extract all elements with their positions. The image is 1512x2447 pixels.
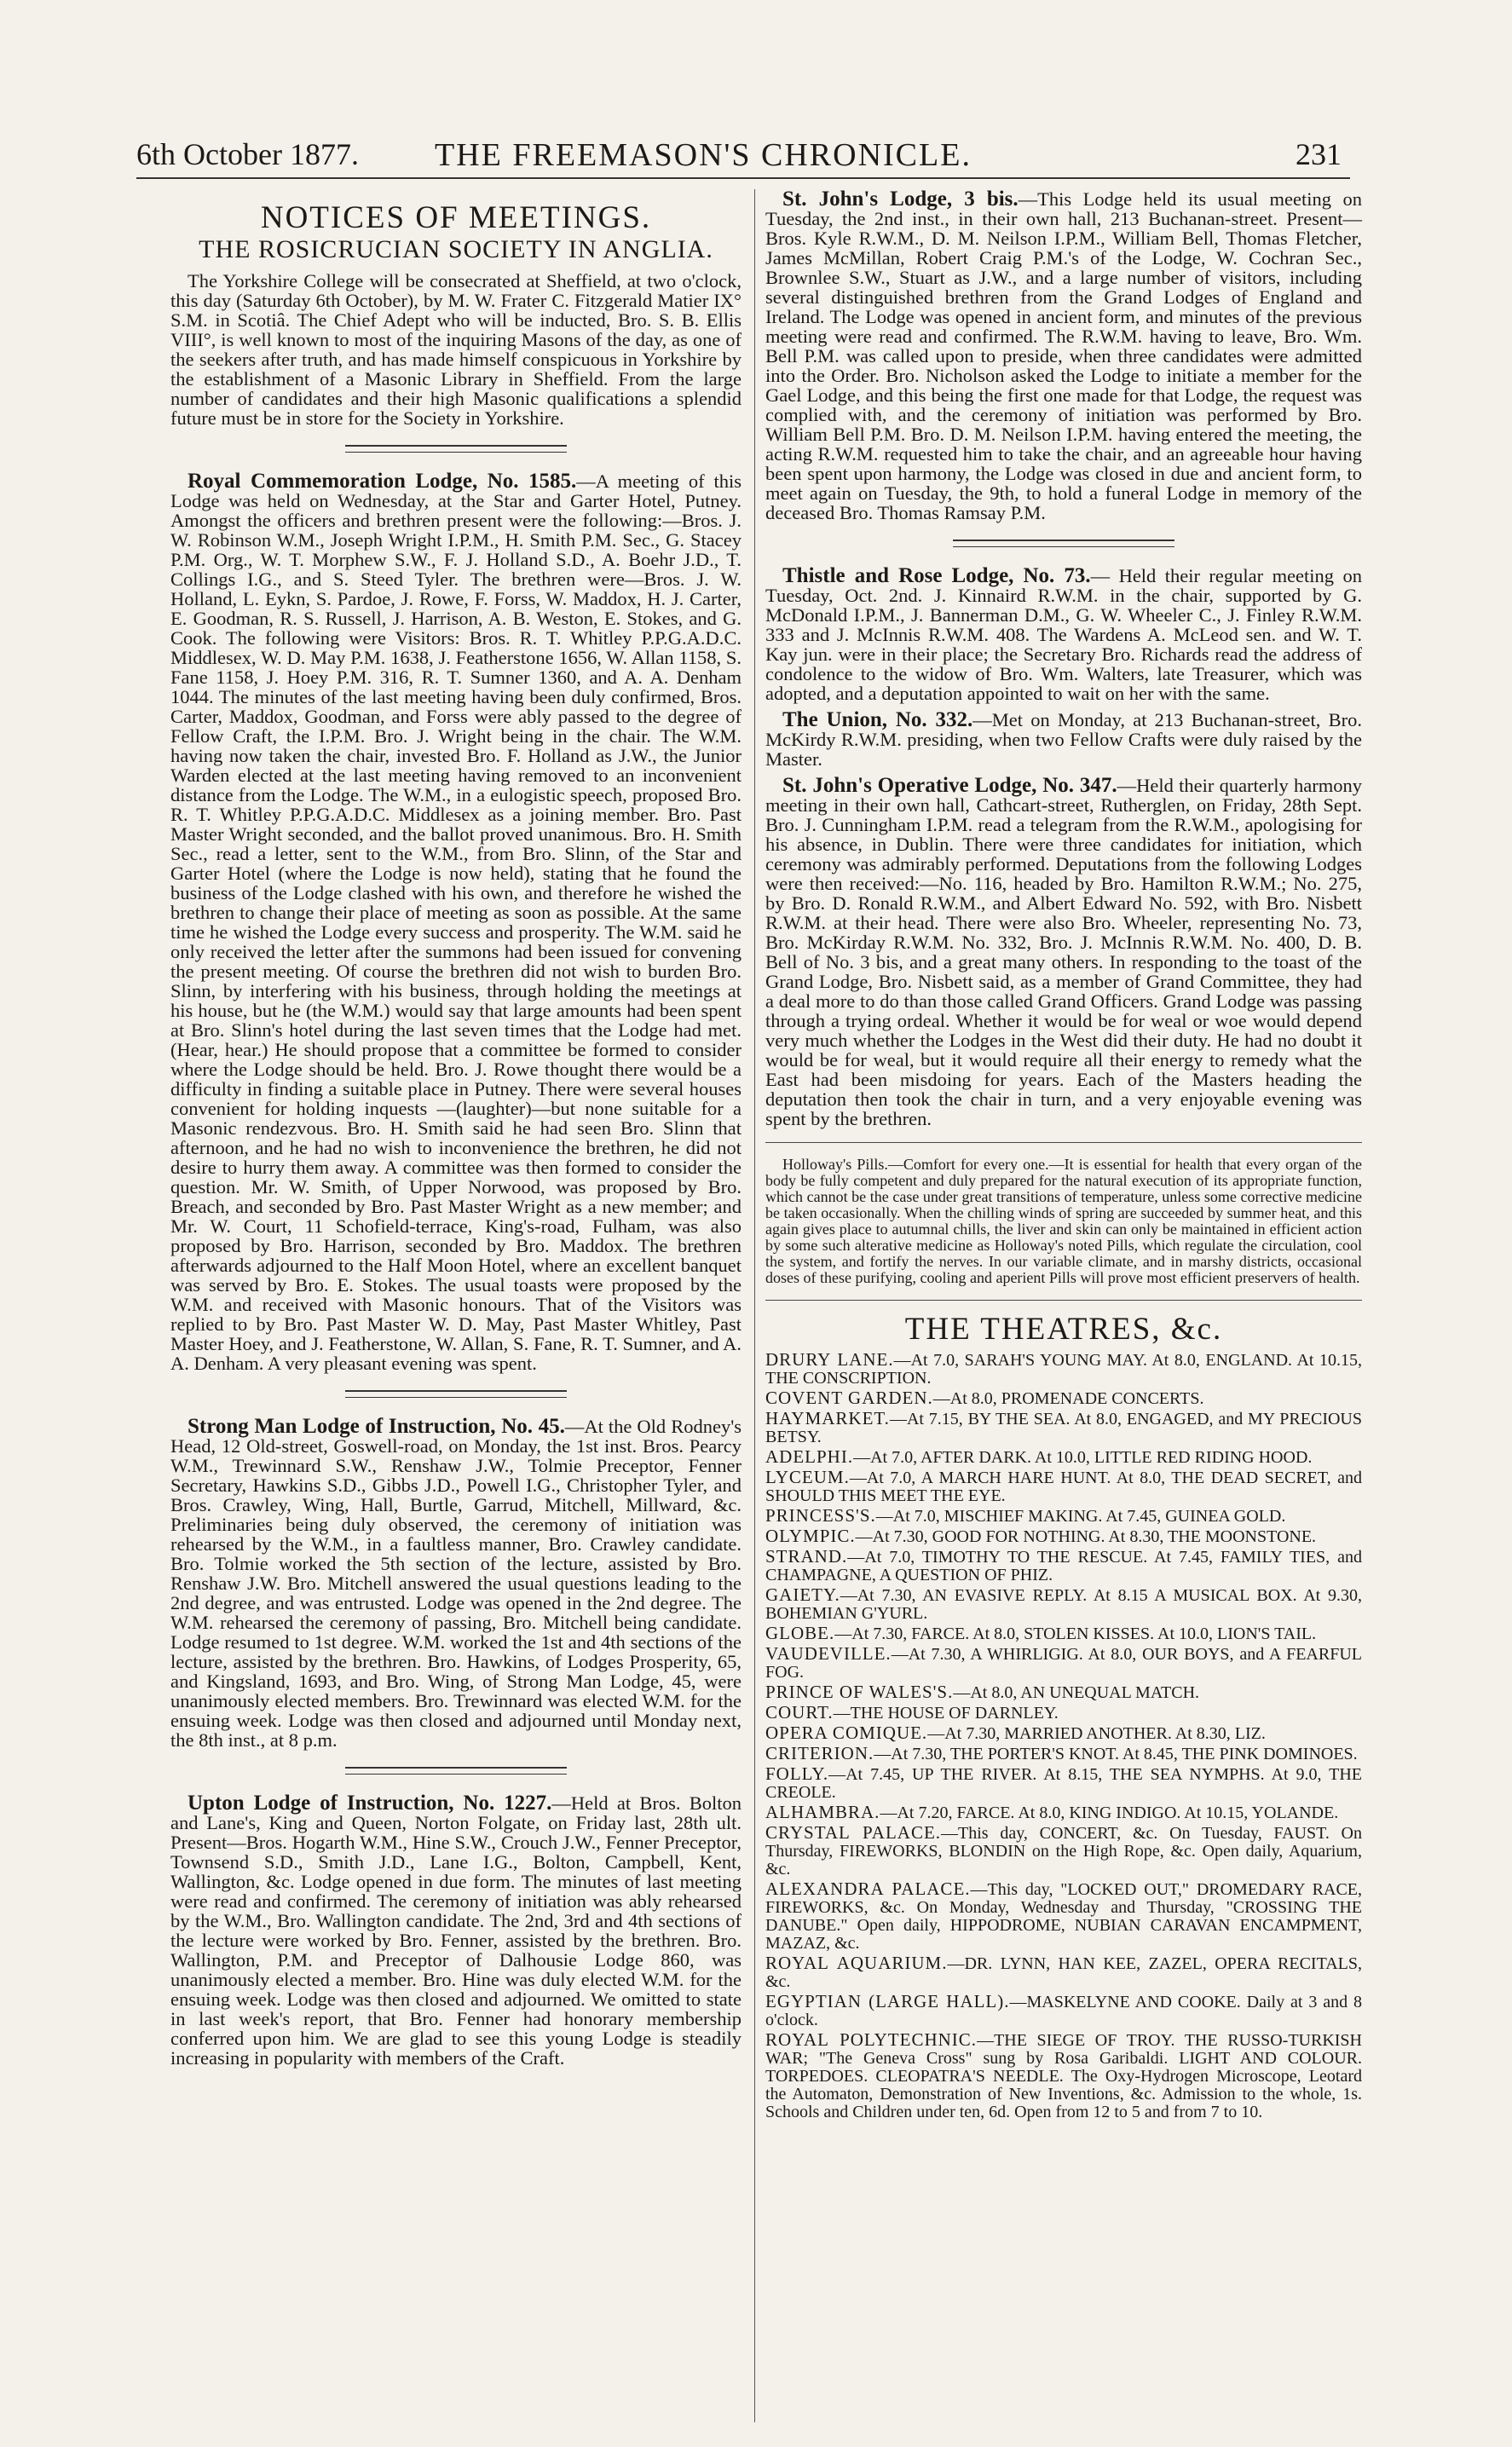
article-heading: The Union, No. 332.: [782, 708, 973, 731]
newspaper-title: THE FREEMASON'S CHRONICLE.: [435, 137, 972, 173]
theatre-name: PRINCE OF WALES'S.: [765, 1682, 954, 1702]
article-heading: Strong Man Lodge of Instruction, No. 45.: [188, 1415, 565, 1438]
theatre-listing: [765, 1586, 1362, 1623]
theatre-programme: —At 7.0, SARAH'S YOUNG MAY. At 8.0, ENGLAND. At 10.15, THE CONSCRIPTION.: [765, 1351, 1362, 1388]
article-body: —Met on Monday, at 213 Buchanan-street, Bro. McKirdy R.W.M. presiding, when two Fellow Crafts were duly raised by the Master.: [765, 709, 1362, 770]
theatre-name: VAUDEVILLE.: [765, 1643, 892, 1664]
theatre-listing: [765, 1765, 1362, 1802]
theatre-programme: —THE SIEGE OF TROY. THE RUSSO-TURKISH WAR; "The Geneva Cross" sung by Rosa Garibaldi. LIGHT AND COLOUR. TORPEDOES. CLEOPATRA'S NEEDLE. The Oxy-Hydrogen Microscope, Leotard the Automaton, Demonstration of New Inventions, &c. Admission to the whole, 1s. Schools and Children under ten, 6d. Open from 12 to 5 and from 7 to 10.: [765, 2031, 1362, 2121]
theatre-name: OLYMPIC.: [765, 1526, 856, 1546]
theatre-programme: —At 7.0, TIMOTHY TO THE RESCUE. At 7.45, FAMILY TIES, and CHAMPAGNE, A QUESTION OF PHIZ.: [765, 1548, 1362, 1584]
theatre-listing: [765, 1824, 1362, 1879]
theatre-listing: [765, 1804, 1362, 1822]
operative-article: [765, 776, 1362, 1128]
union-article: [765, 710, 1362, 769]
theatre-listing: [765, 1351, 1362, 1388]
theatre-name: CRITERION.: [765, 1743, 874, 1763]
theatre-name: OPERA COMIQUE.: [765, 1723, 928, 1743]
theatre-name: EGYPTIAN (LARGE HALL).: [765, 1991, 1010, 2011]
separator: [345, 445, 567, 453]
theatre-programme: —At 7.30, FARCE. At 8.0, STOLEN KISSES. At 10.0, LION'S TAIL.: [834, 1625, 1317, 1643]
theatre-name: GLOBE.: [765, 1623, 835, 1643]
theatre-name: STRAND.: [765, 1546, 848, 1567]
theatre-programme: —THE HOUSE OF DARNLEY.: [833, 1704, 1059, 1723]
theatre-listing: [765, 1880, 1362, 1953]
theatre-listing: [765, 1469, 1362, 1505]
theatre-listing: [765, 1954, 1362, 1991]
article-heading: Upton Lodge of Instruction, No. 1227.: [188, 1792, 552, 1815]
issue-date: 6th October 1877.: [136, 137, 359, 171]
theatre-programme: —At 7.30, GOOD FOR NOTHING. At 8.30, THE MOONSTONE.: [855, 1527, 1317, 1546]
thistle-rose-article: [765, 566, 1362, 703]
theatre-programme: —At 7.30, MARRIED ANOTHER. At 8.30, LIZ.: [927, 1724, 1266, 1743]
theatre-name: LYCEUM.: [765, 1467, 850, 1487]
theatre-listing: [765, 1625, 1362, 1643]
theatre-programme: —At 7.0, A MARCH HARE HUNT. At 8.0, THE DEAD SECRET, and SHOULD THIS MEET THE EYE.: [765, 1469, 1362, 1505]
theatre-listing: [765, 1683, 1362, 1702]
royal-commemoration-article: [170, 471, 742, 1373]
theatre-programme: —At 7.30, THE PORTER'S KNOT. At 8.45, THE PINK DOMINOES.: [874, 1745, 1358, 1763]
theatre-list: [765, 1351, 1362, 2121]
article-heading: St. John's Lodge, 3 bis.: [782, 188, 1019, 211]
theatre-programme: —DR. LYNN, HAN KEE, ZAZEL, OPERA RECITALS, &c.: [765, 1954, 1362, 1991]
theatre-name: FOLLY.: [765, 1763, 829, 1784]
theatre-listing: [765, 1507, 1362, 1526]
article-heading: Royal Commemoration Lodge, No. 1585.: [188, 470, 577, 493]
theatre-programme: —At 7.20, FARCE. At 8.0, KING INDIGO. At 10.15, YOLANDE.: [880, 1804, 1339, 1822]
theatre-programme: —At 7.0, AFTER DARK. At 10.0, LITTLE RED RIDING HOOD.: [853, 1448, 1313, 1467]
theatre-programme: —MASKELYNE AND COOKE. Daily at 3 and 8 o'clock.: [765, 1993, 1362, 2029]
theatre-programme: —At 7.15, BY THE SEA. At 8.0, ENGAGED, and MY PRECIOUS BETSY.: [765, 1410, 1362, 1446]
theatre-programme: —At 8.0, AN UNEQUAL MATCH.: [953, 1683, 1200, 1702]
theatre-programme: —At 7.45, UP THE RIVER. At 8.15, THE SEA NYMPHS. At 9.0, THE CREOLE.: [765, 1765, 1362, 1802]
st-johns-article: [765, 189, 1362, 522]
strong-man-article: [170, 1417, 742, 1750]
theatre-listing: [765, 1724, 1362, 1743]
theatre-name: ROYAL POLYTECHNIC.: [765, 2029, 978, 2050]
theatre-name: ALHAMBRA.: [765, 1802, 880, 1822]
theatre-programme: —At 8.0, PROMENADE CONCERTS.: [932, 1389, 1204, 1408]
article-body: —A meeting of this Lodge was held on Wednesday, at the Star and Garter Hotel, Putney. Amongst the officers and brethren present were the following:—Bros. J. W. Robinson W.M., Joseph Wright I.P.M., H. Smith P.M. Sec., G. Stacey P.M. Org., W. T. Morphew S.W., F. J. Holland S.D., A. Boehr J.D., T. Collings I.G., and S. Steed Tyler. The brethren were—Bros. J. W. Holland, L. Eykn, S. Pardoe, J. Rowe, F. Forss, W. Maddox, H. J. Carter, E. Goodman, R. S. Russell, J. Harrison, A. B. Weston, E. Stokes, and G. Cook. The following were Visitors: Bros. R. T. Whitley P.P.G.A.D.C. Middlesex, W. D. May P.M. 1638, J. Featherstone 1656, W. Allan 1158, S. Fane 1158, J. Hoey P.M. 316, R. T. Sumner 1360, and A. A. Denham 1044. The minutes of the last meeting having been duly confirmed, Bros. Carter, Maddox, Goodman, and Forss were ably passed to the degree of Fellow Craft, the I.P.M. Bro. J. Wright being in the chair. The W.M. having now taken the chair, invested Bro. F. Holland as J.W., the Junior Warden elected at the last meeting having removed to an inconvenient distance from the Lodge. The W.M., in a eulogistic speech, proposed Bro. R. T. Whitley P.P.G.A.D.C. Middlesex as a joining member. Bro. Past Master Wright seconded, and the ballot proved unanimous. Bro. H. Smith Sec., read a letter, sent to the W.M., from Bro. Slinn, of the Star and Garter Hotel (where the Lodge is now held), stating that he found the business of the Lodge clashed with his own, and therefore he wished the brethren to change their place of meeting as soon as possible. At the same time he wished the Lodge every success and prosperity. The W.M. said he only received the letter after the summons had been issued for convening the present meeting. Of course the brethren did not wish to burden Bro. Slinn, by interfering with his business, through holding the meetings at his house, but he (the W.M.) would say that large amounts had been spent at Bro. Slinn's hotel during the last seven times that the Lodge had met. (Hear, hear.) He should propose that a committee be formed to consider where the Lodge should be held. Bro. J. Rowe thought there would be a difficulty in finding a suitable place in Putney. There were several houses convenient for holding inquests —(laughter)—but none suitable for a Masonic rendezvous. Bro. H. Smith said he had seen Bro. Slinn that afternoon, and he had no wish to inconvenience the brethren, he did not desire to hurry them away. A committee was then formed to consider the question. Mr. W. Smith, of Upper Norwood, was proposed by Bro. Breach, and seconded by Bro. Past Master Wright as a new member; and Mr. W. Court, 11 Schofield-terrace, King's-road, Fulham, was also proposed by Bro. Harrison, seconded by Bro. Maddox. The brethren afterwards adjourned to the Half Moon Hotel, where an excellent banquet was served by Bro. E. Stokes. The usual toasts were proposed by the W.M. and received with Masonic honours. That of the Visitors was replied to by Bro. Past Master W. D. May, Past Master Whitley, Past Master Hoey, and J. Featherstone, W. Allan, S. Fane, R. T. Sumner, and A. A. Denham. A very pleasant evening was spent.: [170, 470, 742, 1374]
separator: [345, 1390, 567, 1398]
separator: [765, 1142, 1362, 1143]
masthead: [136, 136, 1444, 174]
column-divider: [754, 189, 755, 2422]
article-body: —This Lodge held its usual meeting on Tuesday, the 2nd inst., in their own hall, 213 Buchanan-street. Present—Bros. Kyle R.W.M., D. M. Neilson I.P.M., William Bell, Thomas Fletcher, James McMillan, Robert Craig P.M.'s of the Lodge, W. Cochran Sec., Brownlee S.W., Stuart as J.W., and a large number of visitors, including several distinguished brethren from the Grand Lodges of England and Ireland. The Lodge was opened in ancient form, and minutes of the previous meeting were read and confirmed. The R.W.M. having to leave, Bro. Wm. Bell P.M. was called upon to preside, when three candidates were admitted into the Order. Bro. Nicholson asked the Lodge to initiate a member for the Gael Lodge, and this being the first one made for that Lodge, the request was complied with, and the ceremony of initiation was performed by Bro. William Bell P.M. Bro. D. M. Neilson I.P.M. having entered the meeting, the acting R.W.M. requested him to take the chair, and an agreeable hour having been spent upon harmony, the Lodge was closed in due and ancient form, to meet again on Tuesday, the 9th, to hold a funeral Lodge in memory of the deceased Bro. Thomas Ramsay P.M.: [765, 188, 1363, 523]
separator: [765, 1300, 1362, 1301]
theatre-listing: [765, 1993, 1362, 2029]
page-number: 231: [1296, 137, 1342, 171]
theatre-listing: [765, 1645, 1362, 1682]
theatre-programme: —This day, "LOCKED OUT," DROMEDARY RACE, FIREWORKS, &c. On Monday, Wednesday and Thursday, "CROSSING THE DANUBE." Open daily, HIPPODROME, NUBIAN CARAVAN ENCAMPMENT, MAZAZ, &c.: [765, 1880, 1363, 1953]
separator: [953, 540, 1174, 547]
theatre-name: GAIETY.: [765, 1584, 840, 1605]
theatre-name: HAYMARKET.: [765, 1408, 890, 1428]
theatre-listing: [765, 2031, 1362, 2121]
theatre-listing: [765, 1527, 1362, 1546]
theatre-programme: —At 7.30, A WHIRLIGIG. At 8.0, OUR BOYS, and A FEARFUL FOG.: [765, 1645, 1362, 1682]
theatre-listing: [765, 1704, 1362, 1723]
article-body: — Held their regular meeting on Tuesday, Oct. 2nd. J. Kinnaird R.W.M. in the chair, supported by G. McDonald I.P.M., J. Bannerman D.M., G. W. Wheeler C., J. Finley R.W.M. 333 and J. McInnis R.W.M. 408. The Wardens A. McLeod sen. and W. T. Kay jun. were in their place; the Secretary Bro. Richards read the address of condolence to the widow of Bro. Wm. Walters, late Treasurer, which was adopted, and a deputation appointed to wait on her with the same.: [765, 565, 1362, 704]
article-body: —Held their quarterly harmony meeting in their own hall, Cathcart-street, Rutherglen, on Friday, 28th Sept. Bro. J. Cunningham I.P.M. read a telegram from the R.W.M., apologising for his absence, in Dublin. There were three candidates for initiation, which ceremony was admirably performed. Deputations from the following Lodges were then received:—No. 116, headed by Bro. Hamilton R.W.M.; No. 275, by Bro. D. Ronald R.W.M., and Albert Edward No. 592, with Bro. Nisbett R.W.M. at their head. There were also Bro. Wheeler, representing No. 73, Bro. McKirday R.W.M. No. 332, Bro. J. McInnis R.W.M. No. 400, D. B. Bell of No. 3 bis, and a great many others. In responding to the toast of the Grand Lodge, Bro. Nisbett said, as a member of Grand Committee, they had a deal more to do than those called Grand Officers. Grand Lodge was passing through a trying ordeal. Whether it would be for weal or woe would depend very much whether the Lodges in the West did their duty. He had no doubt it would be for weal, but it would require all their energy to remedy what the East had been misdoing for years. Each of the Masters heading the deputation then took the chair in turn, and a very enjoyable evening was spent by the brethren.: [765, 775, 1362, 1129]
theatre-listing: [765, 1548, 1362, 1584]
rosicrucian-body: The Yorkshire College will be consecrated at Sheffield, at two o'clock, this day (Saturday 6th October), by M. W. Frater C. Fitzgerald Matier IX° S.M. in Scotiâ. The Chief Adept who will be inducted, Bro. S. B. Ellis VIII°, is well known to most of the inquiring Masons of the day, as one of the seekers after truth, and has made himself conspicuous in Yorkshire by the establishment of a Masonic Library in Sheffield. From the large number of candidates and their high Masonic qualifications a splendid future must be in store for the Society in Yorkshire.: [170, 270, 742, 429]
theatre-programme: —This day, CONCERT, &c. On Tuesday, FAUST. On Thursday, FIREWORKS, BLONDIN on the High Rope, &c. Open daily, Aquarium, &c.: [765, 1824, 1362, 1879]
notices-title: NOTICES OF MEETINGS.: [260, 200, 652, 235]
theatre-name: COURT.: [765, 1702, 834, 1723]
upton-article: [170, 1793, 742, 2068]
masthead-rule: [136, 177, 1350, 179]
article-body: —Held at Bros. Bolton and Lane's, King and Queen, Norton Folgate, on Friday last, 28th ult. Present—Bros. Hogarth W.M., Hine S.W., Crouch J.W., Fenner Preceptor, Townsend S.D., Smith J.D., Lane I.G., Bolton, Campbell, Kent, Wallington, &c. Lodge opened in due form. The minutes of last meeting were read and confirmed. The ceremony of initiation was ably rehearsed by the W.M., Bro. Wallington candidate. The 2nd, 3rd and 4th sections of the lecture were worked by Bro. Fenner, assisted by the brethren. Bro. Wallington, P.M. and Preceptor of Dalhousie Lodge 860, was unanimously elected a member. Bro. Hine was duly elected W.M. for the ensuing week. Lodge was then closed and adjourned. We omitted to state in last week's report, that Bro. Fenner had honorary membership conferred upon him. We are glad to see this young Lodge is steadily increasing in popularity with members of the Craft.: [170, 1792, 742, 2069]
theatre-programme: —At 7.30, AN EVASIVE REPLY. At 8.15 A MUSICAL BOX. At 9.30, BOHEMIAN G'YURL.: [765, 1586, 1362, 1623]
theatre-name: COVENT GARDEN.: [765, 1388, 933, 1408]
theatre-listing: [765, 1745, 1362, 1763]
rosicrucian-title: THE ROSICRUCIAN SOCIETY IN ANGLIA.: [199, 235, 713, 263]
right-column: [765, 189, 1362, 2123]
article-body: —At the Old Rodney's Head, 12 Old-street, Goswell-road, on Monday, the 1st inst. Bros. Pearcy W.M., Trewinnard S.W., Renshaw J.W., Tolmie Preceptor, Fenner Secretary, Hawkins S.D., Gibbs J.D., Powell I.G., Christopher Tyler, and Bros. Crawley, Wing, Hall, Burtle, Garrud, Mitchell, Millward, &c. Preliminaries being duly observed, the ceremony of initiation was rehearsed by the W.M., in a faultless manner, Bro. Crawley candidate. Bro. Tolmie worked the 5th section of the lecture, assisted by Bro. Renshaw J.W. Bro. Mitchell answered the usual questions leading to the 2nd degree, and was entrusted. Lodge was opened in the 2nd degree. The W.M. rehearsed the ceremony of passing, Bro. Mitchell being candidate. Lodge resumed to 1st degree. W.M. worked the 1st and 4th sections of the lecture, assisted by the brethren. Bro. Hawkins, of Lodges Prosperity, 65, and Kingsland, 1693, and Bro. Wing, of Strong Man Lodge, 45, were unanimously elected members. Bro. Trewinnard was elected W.M. for the ensuing week. Lodge was then closed and adjourned until Monday next, the 8th inst., at 8 p.m.: [170, 1416, 742, 1751]
left-column: [170, 189, 742, 2075]
theatre-name: ADELPHI.: [765, 1446, 854, 1467]
theatre-listing: [765, 1389, 1362, 1408]
theatre-name: ROYAL AQUARIUM.: [765, 1953, 948, 1973]
theatre-listing: [765, 1410, 1362, 1446]
theatre-name: DRURY LANE.: [765, 1349, 894, 1370]
holloway-advert: Holloway's Pills.—Comfort for every one.—It is essential for health that every organ of the body be fully competent and duly prepared for the natural execution of its appropriate function, which cannot be the case under great transitions of temperature, unless some corrective medicine be taken occasionally. When the chilling winds of spring are succeeded by summer heat, and this again gives place to autumnal chills, the liver and skin can only be maintained in efficient action by some such alterative medicine as Holloway's noted Pills, which regulate the circulation, cool the system, and fortify the nerves. In our variable climate, and in marshy districts, occasional doses of these purifying, cooling and aperient Pills will prove most efficient preservers of health.: [765, 1156, 1362, 1286]
theatre-listing: [765, 1448, 1362, 1467]
theatre-name: CRYSTAL PALACE.: [765, 1822, 942, 1843]
article-heading: Thistle and Rose Lodge, No. 73.: [782, 564, 1091, 587]
separator: [345, 1767, 567, 1775]
theatres-title: THE THEATRES, &c.: [904, 1312, 1223, 1347]
article-heading: St. John's Operative Lodge, No. 347.: [782, 774, 1117, 797]
theatre-name: ALEXANDRA PALACE.: [765, 1879, 971, 1899]
theatre-programme: —At 7.0, MISCHIEF MAKING. At 7.45, GUINEA GOLD.: [875, 1507, 1286, 1526]
theatre-name: PRINCESS'S.: [765, 1505, 876, 1526]
